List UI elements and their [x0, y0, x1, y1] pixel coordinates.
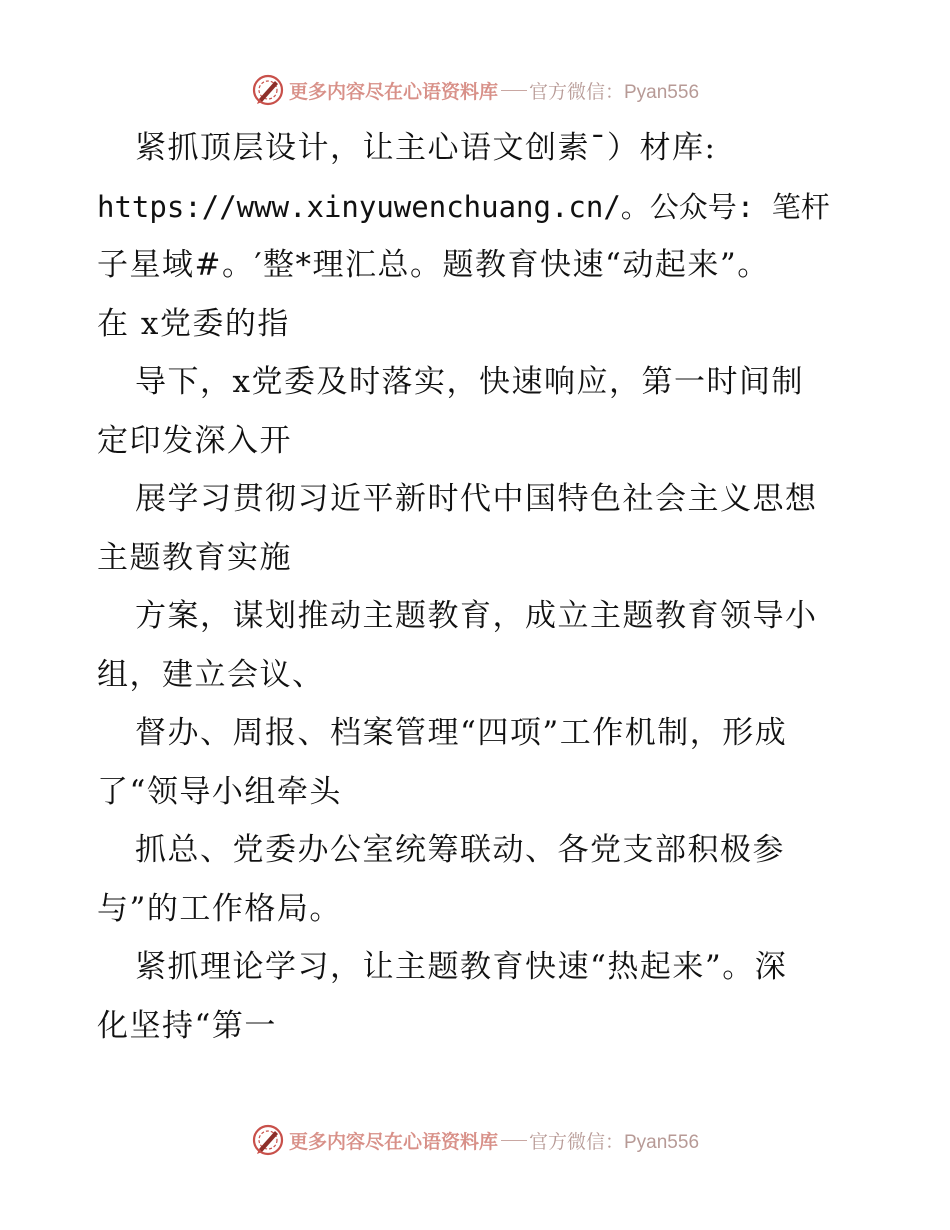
paragraph [97, 587, 853, 704]
banner-divider [501, 90, 527, 91]
banner-title: 更多内容尽在心语资料库 [288, 1130, 498, 1153]
banner-divider [501, 1140, 527, 1141]
footer-banner [0, 1120, 950, 1160]
text-line: 方案，谋划推动主题教育，成立主题教育领导小 [135, 598, 818, 634]
banner-contact: 官方微信：Pyan556 [529, 81, 700, 103]
text-line: 与”的工作格局。 [97, 890, 342, 927]
banner-contact: 官方微信：Pyan556 [529, 1131, 700, 1153]
paragraph [97, 704, 853, 821]
text-line: 紧抓顶层设计，让主心语文创素¯）材库: [135, 130, 717, 166]
pen-logo-icon [251, 73, 285, 107]
text-line: 主题教育实施 [97, 539, 292, 576]
text-line: 化坚持“第一 [97, 1007, 277, 1044]
document-body [97, 119, 853, 1055]
text-line: 紧抓理论学习，让主题教育快速“热起来”。深 [135, 949, 788, 985]
paragraph [97, 821, 853, 938]
paragraph [97, 938, 853, 1055]
text-line: https://www.xinyuwenchuang.cn/。公众号: 笔杆 [97, 189, 830, 224]
paragraph [97, 119, 853, 353]
header-banner [0, 70, 950, 110]
text-line: 子星域#。′整*理汇总。题教育快速“动起来”。 [97, 247, 770, 283]
text-line: 导下，x党委及时落实，快速响应，第一时间制 [135, 364, 804, 400]
text-line: 在 x党委的指 [97, 305, 290, 342]
text-line: 了“领导小组牵头 [97, 773, 342, 810]
banner-title: 更多内容尽在心语资料库 [288, 80, 498, 103]
paragraph [97, 470, 853, 587]
text-line: 抓总、党委办公室统筹联动、各党支部积极参 [135, 832, 785, 868]
text-line: 督办、周报、档案管理“四项”工作机制，形成 [135, 715, 788, 751]
paragraph [97, 353, 853, 470]
pen-logo-icon [251, 1123, 285, 1157]
text-line: 组，建立会议、 [97, 656, 325, 693]
text-line: 定印发深入开 [97, 422, 292, 459]
text-line: 展学习贯彻习近平新时代中国特色社会主义思想 [135, 481, 818, 517]
